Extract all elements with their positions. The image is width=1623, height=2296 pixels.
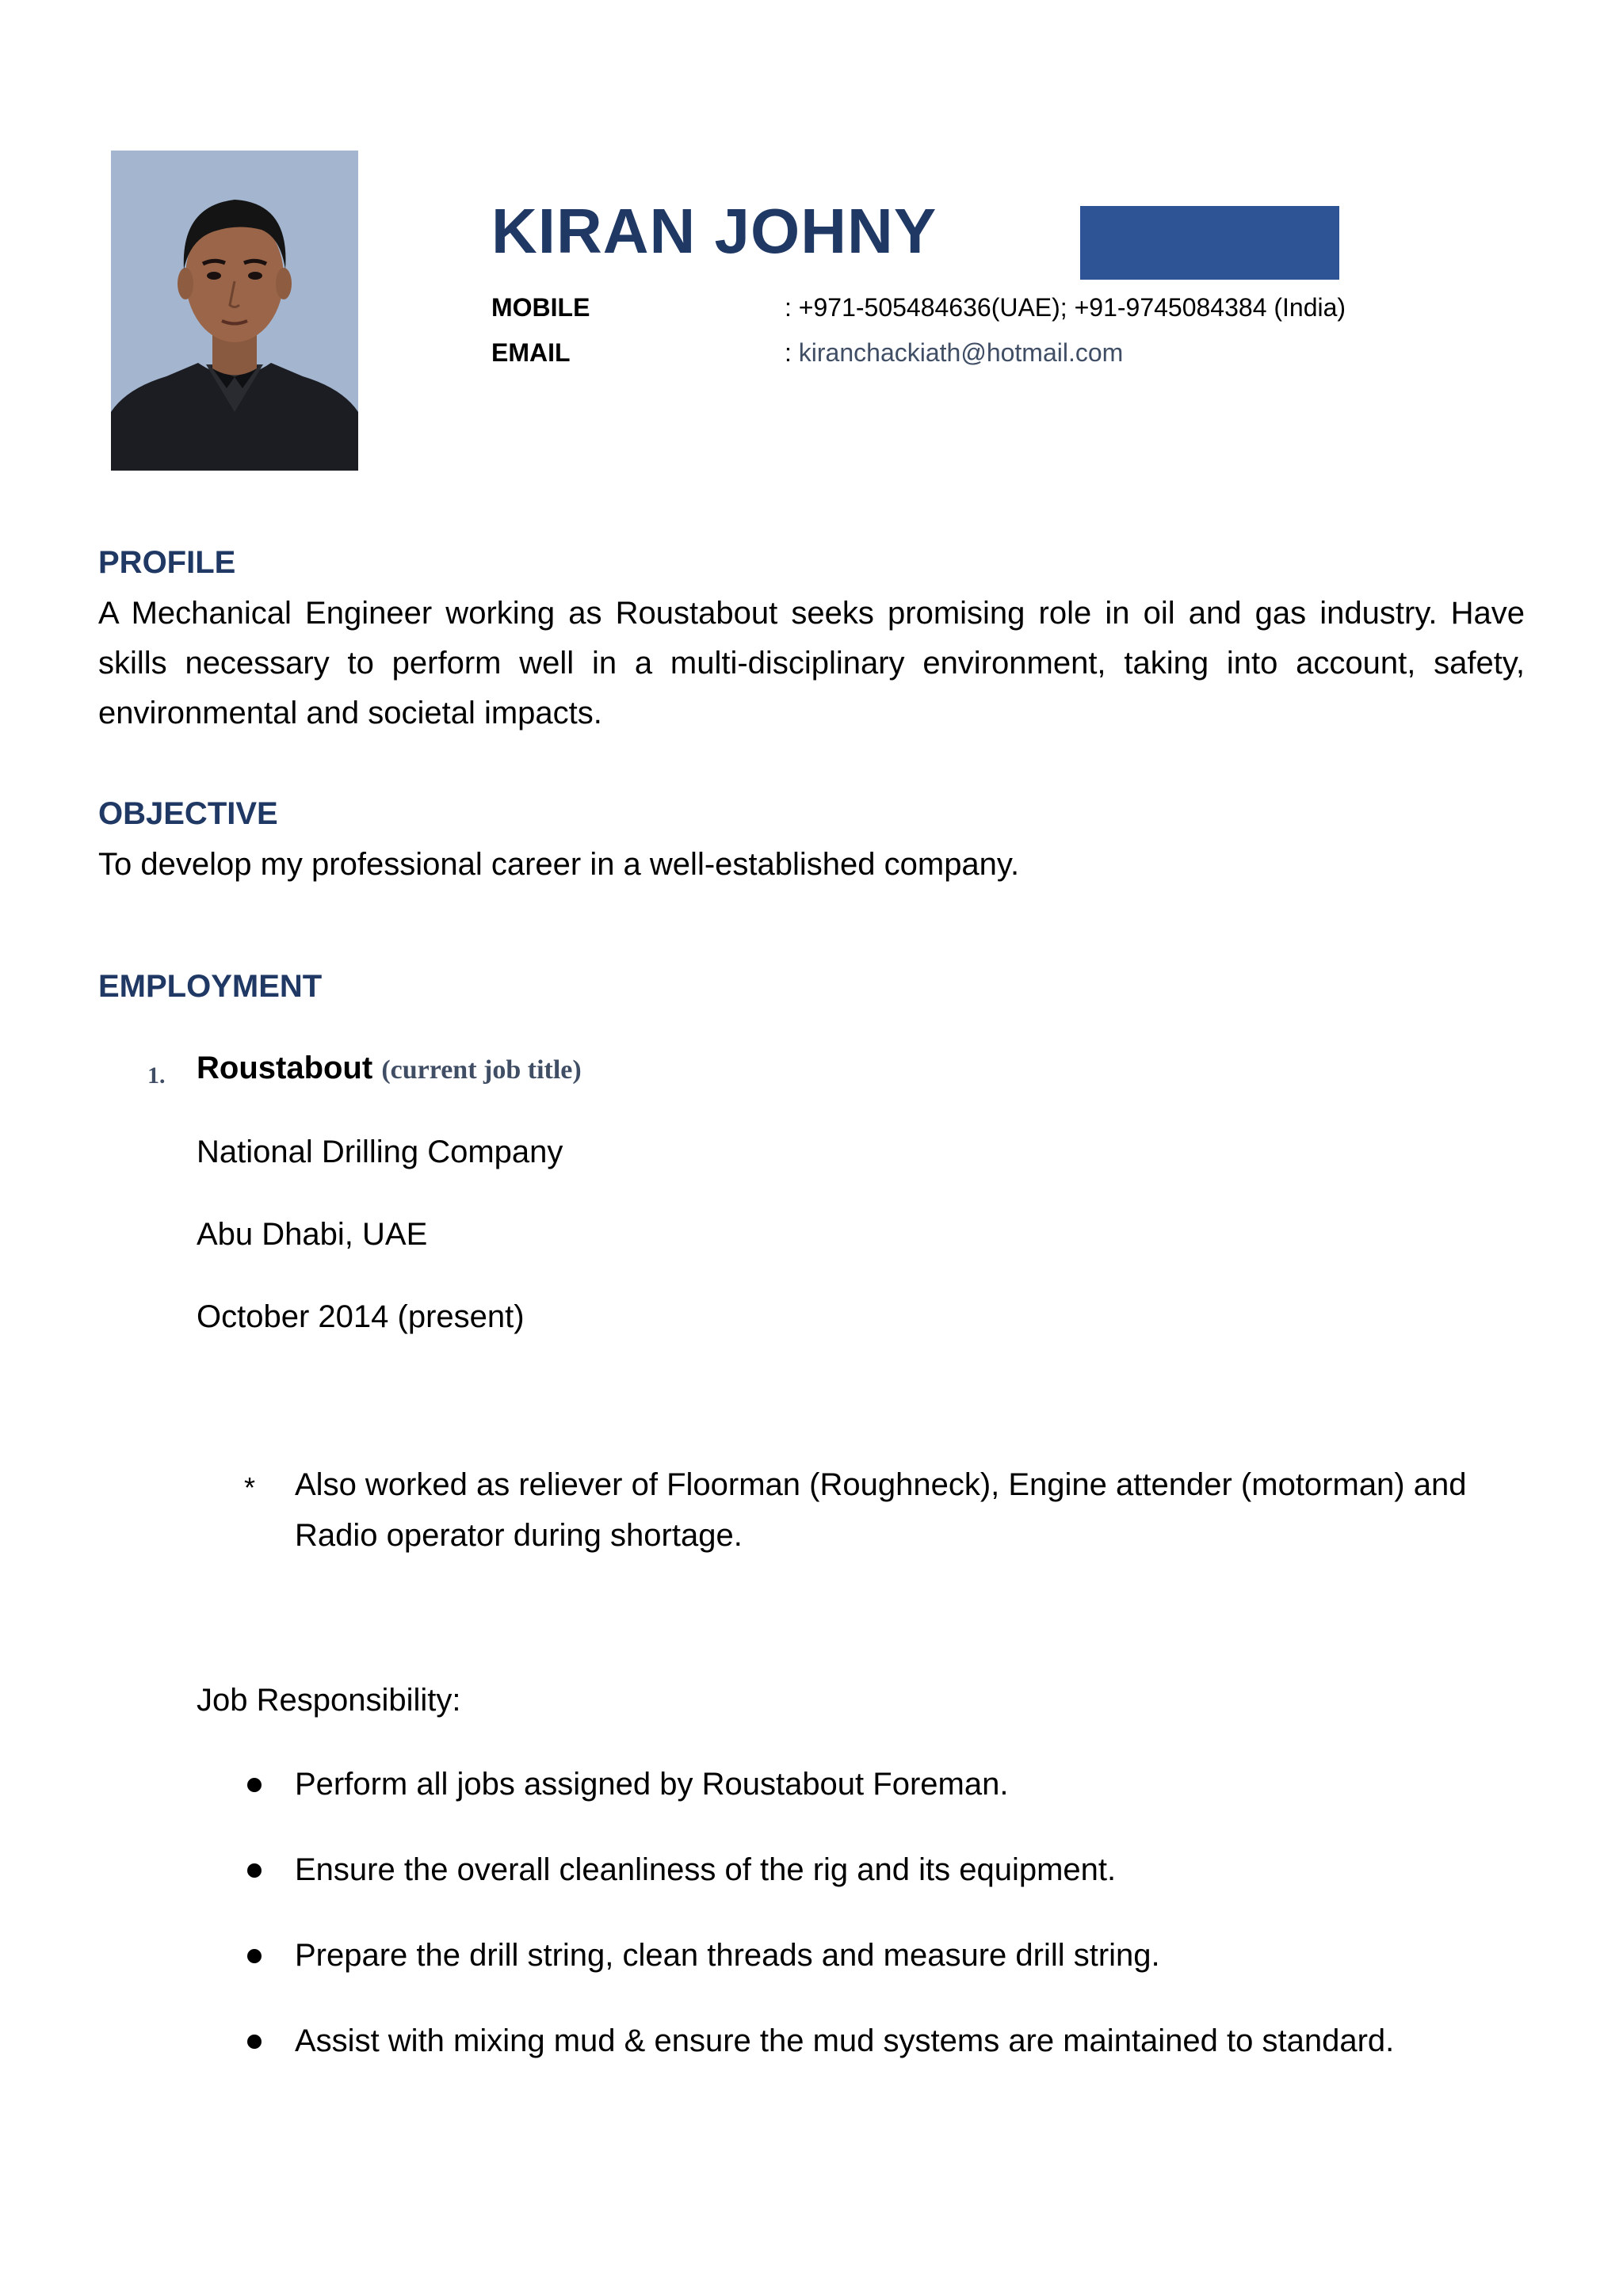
responsibility-heading: Job Responsibility: xyxy=(197,1683,461,1718)
contact-value-mobile: : +971-505484636(UAE); +91-9745084384 (India) xyxy=(785,293,1346,322)
profile-text xyxy=(98,589,1525,738)
job-title xyxy=(197,1052,582,1084)
bullet-icon xyxy=(247,2035,262,2049)
profile-line: skills necessary to perform well in a multi-disciplinary environment, taking into account, safety, xyxy=(98,646,1525,681)
bullet-icon xyxy=(247,1778,262,1792)
job-company: National Drilling Company xyxy=(197,1135,563,1169)
contact-label-mobile: MOBILE xyxy=(491,293,590,322)
candidate-name: KIRAN JOHNY xyxy=(491,196,938,266)
section-title-employment: EMPLOYMENT xyxy=(98,969,323,1004)
responsibility-item: Assist with mixing mud & ensure the mud systems are maintained to standard. xyxy=(295,2023,1395,2058)
contact-value-email xyxy=(785,340,1123,365)
job-title-note: (current job title) xyxy=(381,1055,582,1085)
email-link[interactable]: kiranchackiath@hotmail.com xyxy=(798,338,1124,367)
profile-line: environmental and societal impacts. xyxy=(98,696,602,730)
contact-label-email: EMAIL xyxy=(491,338,571,367)
job-period: October 2014 (present) xyxy=(197,1299,525,1334)
job-title-text: Roustabout xyxy=(197,1051,373,1085)
job-number: 1. xyxy=(147,1062,166,1089)
bullet-icon xyxy=(247,1863,262,1878)
email-colon: : xyxy=(785,338,792,367)
objective-text: To develop my professional career in a well-established company. xyxy=(98,847,1020,882)
responsibility-item: Prepare the drill string, clean threads and measure drill string. xyxy=(295,1938,1160,1973)
responsibility-item: Perform all jobs assigned by Roustabout Foreman. xyxy=(295,1767,1009,1802)
section-title-profile: PROFILE xyxy=(98,545,236,580)
bullet-icon xyxy=(247,1949,262,1963)
section-title-objective: OBJECTIVE xyxy=(98,796,278,831)
responsibility-item: Ensure the overall cleanliness of the rig and its equipment. xyxy=(295,1852,1117,1887)
job-location: Abu Dhabi, UAE xyxy=(197,1217,428,1252)
profile-photo xyxy=(111,151,358,471)
asterisk-icon: * xyxy=(244,1471,256,1504)
header-accent-bar xyxy=(1080,206,1339,280)
profile-line: A Mechanical Engineer working as Roustabout seeks promising role in oil and gas industry. Have xyxy=(98,596,1525,631)
job-note: Also worked as reliever of Floorman (Roughneck), Engine attender (motorman) and Radio operator during shortage. xyxy=(295,1467,1467,1553)
